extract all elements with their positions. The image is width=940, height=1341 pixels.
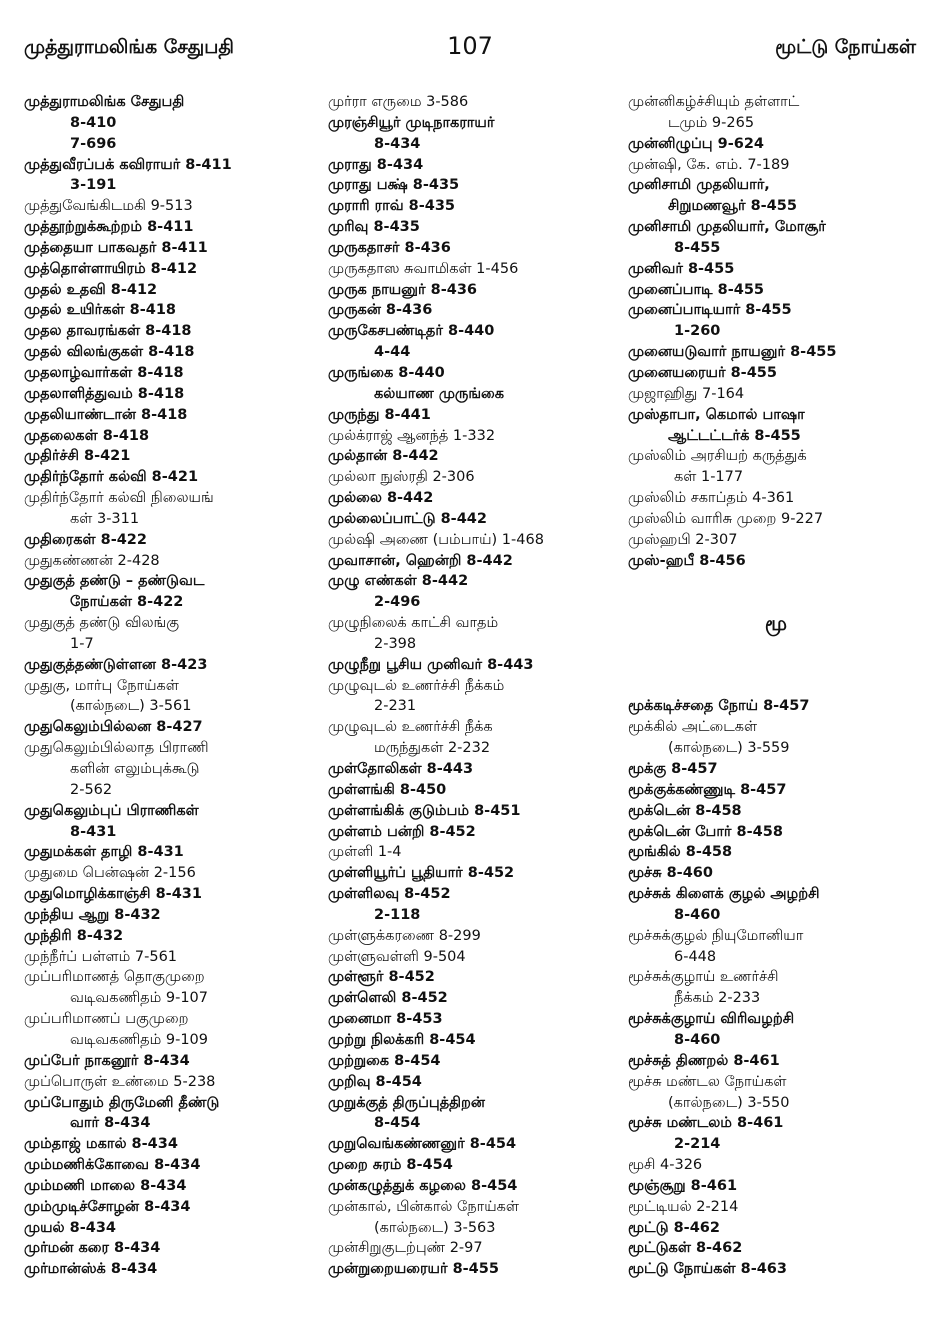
index-entry-line: முவாசான், ஹென்றி 8-442 xyxy=(328,552,513,569)
index-entry-line: முஸ்லிம் வாரிசு முறை 9-227 xyxy=(628,510,824,527)
index-entry-line: முராது 8-434 xyxy=(328,156,424,173)
index-entry-line: முனைப்பாடி 8-455 xyxy=(628,281,765,298)
index-entry-line: முள்ளுவள்ளி 9-504 xyxy=(328,948,466,965)
index-entry-line: முஸ்தாபா, கெமால் பாஷா xyxy=(628,406,805,423)
index-entry-line: முனையரையர் 8-455 xyxy=(628,364,777,381)
index-entry-line: 7-696 xyxy=(70,135,117,152)
index-entry-line: முழுவுடல் உணர்ச்சி நீக்க xyxy=(328,719,493,736)
page-number: 107 xyxy=(447,32,493,60)
index-entry-line: முராது பக்ஷ் 8-435 xyxy=(328,177,460,194)
index-entry-line: 6-448 xyxy=(674,948,717,965)
index-entry-line: (கால்நடை) 3-550 xyxy=(668,1094,790,1111)
index-entry-line: முள்ளங்கிக் குடும்பம் 8-451 xyxy=(328,802,521,819)
index-entry-line: முல்தான் 8-442 xyxy=(328,448,439,465)
index-entry-line: 2-118 xyxy=(374,906,421,923)
index-entry-line: முறுவெங்கண்ணனுர் 8-454 xyxy=(328,1136,517,1153)
index-entry-line: 8-431 xyxy=(70,823,117,840)
index-entry-line: முற்று நிலக்கரி 8-454 xyxy=(328,1031,476,1048)
index-entry-line: முன்கால், பின்கால் நோய்கள் xyxy=(328,1198,520,1215)
index-entry-line: முஸ்லிம் அரசியற் கருத்துக் xyxy=(628,448,807,465)
index-entry-line: (கால்நடை) 3-563 xyxy=(374,1219,496,1236)
index-entry-line: முதிர்ச்சி 8-421 xyxy=(24,448,131,465)
index-entry-line: முஜாஹிது 7-164 xyxy=(628,385,745,402)
index-entry-line: மும்தாஜ் மகால் 8-434 xyxy=(24,1136,178,1153)
index-entry-line: முதுகெலும்புப் பிராணிகள் xyxy=(24,802,199,819)
index-entry-line: மூச்சு 8-460 xyxy=(628,865,713,882)
index-entry-line: முப்பேர் நாகனூர் 8-434 xyxy=(24,1052,190,1069)
index-entry-line: கள் 3-311 xyxy=(70,510,140,527)
index-entry-line: முப்பரிமாணப் பகுமுறை xyxy=(24,1011,189,1028)
index-entry-line: சிறுமணவூர் 8-455 xyxy=(668,198,797,215)
index-entry-line: முஸ்லிம் சகாப்தம் 4-361 xyxy=(628,490,795,507)
index-entry-line: மூச்சுக்குழல் நியுமோனியா xyxy=(628,927,804,944)
index-entry-line: மூச்சுக்குழாய் உணர்ச்சி xyxy=(628,969,779,986)
index-entry-line: முதுமக்கள் தாழி 8-431 xyxy=(24,844,184,861)
index-entry-line: முருகதாஸ சுவாமிகள் 1-456 xyxy=(328,260,519,277)
index-entry-line: முனையடுவார் நாயனுர் 8-455 xyxy=(628,344,837,361)
index-entry-line: வார் 8-434 xyxy=(70,1115,151,1132)
index-entry-line: முள்ளிலவு 8-452 xyxy=(328,886,451,903)
index-entry-line: முன்னிகழ்ச்சியும் தள்ளாட் xyxy=(628,94,800,110)
index-entry-line: மூச்சுக்குழாய் விரிவழற்சி xyxy=(628,1011,795,1028)
index-entry-line: முத்தையா பாகவதர் 8-411 xyxy=(24,239,208,256)
index-entry-line: முதுகுத் தண்டு – தண்டுவட xyxy=(24,573,205,590)
index-entry-line: டமும் 9-265 xyxy=(668,114,755,131)
index-entry-line: முதலைகள் 8-418 xyxy=(24,427,150,444)
index-entry-line: முள்தோலிகள் 8-443 xyxy=(328,761,474,777)
index-entry-line: முதுகெலும்பில்லன 8-427 xyxy=(24,719,203,736)
index-entry-line: 1-260 xyxy=(674,323,721,340)
index-entry-line: 2-231 xyxy=(374,698,417,715)
index-entry-line: முரஞ்சியூர் முடிநாகராயர் xyxy=(328,114,495,131)
page-header xyxy=(24,32,916,72)
index-entry-line: முதுமொழிக்காஞ்சி 8-431 xyxy=(24,886,202,903)
spacer xyxy=(628,592,924,613)
index-entry-line: முருகேசபண்டிதர் 8-440 xyxy=(328,323,495,340)
index-entry-line: முல்லைப்பாட்டு 8-442 xyxy=(328,510,487,527)
index-entry-line: முத்துவீரப்பக் கவிராயர் 8-411 xyxy=(24,156,232,173)
index-entry-line: முல்லை 8-442 xyxy=(328,490,434,507)
index-entry-line: முதிர்ந்தோர் கல்வி 8-421 xyxy=(24,469,199,486)
index-entry-line: 8-460 xyxy=(674,1031,721,1048)
index-entry-line: 3-191 xyxy=(70,177,117,194)
index-entry-line: மூட்டியல் 2-214 xyxy=(628,1198,739,1215)
index-entry-line: முள்ளூர் 8-452 xyxy=(328,969,435,986)
index-entry-line: முர்மன் கரை 8-434 xyxy=(24,1240,161,1257)
index-entry-line: முனைமா 8-453 xyxy=(328,1011,443,1028)
index-entry-line: முதுகு, மார்பு நோய்கள் xyxy=(24,677,179,694)
index-entry-line: முந்திய ஆறு 8-432 xyxy=(24,906,161,923)
index-entry-line: முறுக்குத் திருப்புத்திறன் xyxy=(328,1094,485,1111)
index-entry-line: (கால்நடை) 3-559 xyxy=(668,740,790,757)
index-entry-line: மூக்கடிச்சதை நோய் 8-457 xyxy=(628,698,810,715)
index-entry-line: வடிவகணிதம் 9-107 xyxy=(70,990,208,1007)
index-entry-line: முதுகெலும்பில்லாத பிராணி xyxy=(24,740,209,757)
index-entry-line: முதல் விலங்குகள் 8-418 xyxy=(24,344,195,361)
index-entry-line: 1-7 xyxy=(70,635,94,652)
index-entry-line: முல்க்ராஜ் ஆனந்த் 1-332 xyxy=(328,427,496,444)
index-entry-line: முனைப்பாடியார் 8-455 xyxy=(628,302,792,319)
index-entry-line: முள்ளங்கி 8-450 xyxy=(328,781,447,798)
index-entry-line: மூங்கில் 8-458 xyxy=(628,844,733,861)
index-entry-line: மும்மணி மாலை 8-434 xyxy=(24,1177,187,1194)
index-entry-line: முல்லா நுஸ்ரதி 2-306 xyxy=(328,469,475,486)
index-entry-line: முரிவு 8-435 xyxy=(328,219,420,236)
index-entry-line: கள் 1-177 xyxy=(674,469,744,486)
index-entry-line: களின் எலும்புக்கூடு xyxy=(70,761,200,777)
index-entry-line: முயல் 8-434 xyxy=(24,1219,116,1236)
index-entry-line: முன்னிழுப்பு 9-624 xyxy=(628,135,765,152)
index-entry-line: முஸ்-ஹபீ 8-456 xyxy=(628,552,746,569)
index-entry-line: முப்பரிமாணத் தொகுமுறை xyxy=(24,969,205,986)
index-entry-line: வடிவகணிதம் 9-109 xyxy=(70,1031,208,1048)
index-entry-line: முழுநீறு பூசிய முனிவர் 8-443 xyxy=(328,656,534,673)
index-entry-line: மூட்டு நோய்கள் 8-463 xyxy=(628,1261,787,1278)
index-entry-line: முதுகுத் தண்டு விலங்கு xyxy=(24,615,180,632)
index-entry-line: கல்யாண முருங்கை xyxy=(374,385,505,402)
index-entry-line: மூக்கு 8-457 xyxy=(628,761,718,777)
index-entry-line: முழுநிலைக் காட்சி வாதம் xyxy=(328,615,499,632)
index-entry-line: 8-460 xyxy=(674,906,721,923)
index-entry-line: மூக்டென் போர் 8-458 xyxy=(628,823,783,840)
index-entry-line: முத்துவேங்கிடமகி 9-513 xyxy=(24,198,193,215)
index-entry-line: முத்தூற்றுக்கூற்றம் 8-411 xyxy=(24,219,194,236)
index-entry-line: நோய்கள் 8-422 xyxy=(70,594,184,611)
index-entry-line: முர்மான்ஸ்க் 8-434 xyxy=(24,1261,158,1278)
index-entry-line: முதல தாவரங்கள் 8-418 xyxy=(24,323,192,340)
index-entry-line: முன்கழுத்துக் கழலை 8-454 xyxy=(328,1177,518,1194)
index-entry-line: ஆட்டட்டர்க் 8-455 xyxy=(668,427,801,444)
index-entry-line: மூட்டு 8-462 xyxy=(628,1219,720,1236)
index-entry-line: முப்போதும் திருமேனி தீண்டு xyxy=(24,1094,220,1111)
spacer xyxy=(628,676,924,697)
index-entry-line: மூச்சு மண்டலம் 8-461 xyxy=(628,1115,784,1132)
index-entry-line: மூச்சு மண்டல நோய்கள் xyxy=(628,1073,787,1090)
index-entry-line: முதலாளித்துவம் 8-418 xyxy=(24,385,185,402)
index-entry-line: முற்றுகை 8-454 xyxy=(328,1052,441,1069)
index-entry-line: 2-214 xyxy=(674,1136,721,1153)
index-entry-line: முராரி ராவ் 8-435 xyxy=(328,198,456,215)
index-entry-line: முள்ளியூர்ப் பூதியார் 8-452 xyxy=(328,865,515,882)
index-entry-line: முருகன் 8-436 xyxy=(328,302,433,319)
index-entry-line: முஸ்ஹபி 2-307 xyxy=(628,531,738,548)
index-column-3 xyxy=(628,92,924,1280)
index-entry-line: முதுகண்ணன் 2-428 xyxy=(24,552,160,569)
index-entry-line: மூக்குக்கண்ணுடி 8-457 xyxy=(628,781,787,798)
index-entry-line: முனிசாமி முதலியார், மோசூர் xyxy=(628,219,826,236)
index-entry-line: முள்ளுக்கரணை 8-299 xyxy=(328,927,481,944)
index-entry-line: முதுமை பென்ஷன் 2-156 xyxy=(24,865,196,882)
index-entry-line: முருகதாசர் 8-436 xyxy=(328,239,451,256)
index-entry-line: முதுகுத்தண்டுள்ளன 8-423 xyxy=(24,656,208,673)
index-column-2 xyxy=(328,92,620,1280)
index-entry-line: முதிர்ந்தோர் கல்வி நிலையங் xyxy=(24,490,214,507)
index-entry-line: முனிசாமி முதலியார், xyxy=(628,177,770,194)
index-entry-line: 8-454 xyxy=(374,1115,421,1132)
index-entry-line: முன்சிறுகுடற்புண் 2-97 xyxy=(328,1240,483,1257)
index-entry-line: முத்துராமலிங்க சேதுபதி xyxy=(24,94,185,110)
index-entry-line: முதல் உதவி 8-412 xyxy=(24,281,158,298)
running-head-right: மூட்டு நோய்கள் xyxy=(775,36,916,58)
index-entry-line: முழு எண்கள் 8-442 xyxy=(328,573,469,590)
index-entry-line: முனிவர் 8-455 xyxy=(628,260,735,277)
index-entry-line: மூசி 4-326 xyxy=(628,1157,703,1174)
index-entry-line: மூக்டென் 8-458 xyxy=(628,802,742,819)
index-entry-line: 8-410 xyxy=(70,114,117,131)
index-column-1 xyxy=(24,92,324,1280)
index-entry-line: முள்ளெலி 8-452 xyxy=(328,990,448,1007)
index-entry-line: மும்மணிக்கோவை 8-434 xyxy=(24,1157,201,1174)
index-entry-line: மருந்துகள் 2-232 xyxy=(374,740,491,757)
index-entry-line: முத்தொள்ளாயிரம் 8-412 xyxy=(24,260,198,277)
running-head-left: முத்துராமலிங்க சேதுபதி xyxy=(24,36,234,58)
index-entry-line: 8-455 xyxy=(674,239,721,256)
index-entry-line: மூஞ்சூறு 8-461 xyxy=(628,1177,738,1194)
index-entry-line: 4-44 xyxy=(374,344,411,361)
index-entry-line: 2-496 xyxy=(374,594,421,611)
index-entry-line: முந்நீர்ப் பள்ளம் 7-561 xyxy=(24,948,178,965)
index-entry-line: நீக்கம் 2-233 xyxy=(674,990,761,1007)
spacer xyxy=(628,655,924,676)
index-entry-line: முதலாழ்வார்கள் 8-418 xyxy=(24,364,184,381)
index-entry-line: முருங்கை 8-440 xyxy=(328,364,445,381)
index-entry-line: 8-434 xyxy=(374,135,421,152)
index-entry-line: முல்ஷி அணை (பம்பாய்) 1-468 xyxy=(328,531,544,548)
index-entry-line: முதல் உயிர்கள் 8-418 xyxy=(24,302,177,319)
index-entry-line: முதலியாண்டான் 8-418 xyxy=(24,406,188,423)
index-entry-line: மூட்டுகள் 8-462 xyxy=(628,1240,743,1257)
index-entry-line: மும்முடிச்சோழன் 8-434 xyxy=(24,1198,191,1215)
index-entry-line: முர்ரா எருமை 3-586 xyxy=(328,94,469,110)
index-entry-line: முள்ளி 1-4 xyxy=(328,844,402,861)
index-entry-line: முந்திரி 8-432 xyxy=(24,927,124,944)
index-entry-line: முள்ளம் பன்றி 8-452 xyxy=(328,823,476,840)
section-letter-heading: மூ xyxy=(764,611,788,636)
index-entry-line: மூச்சுத் திணறல் 8-461 xyxy=(628,1052,780,1069)
spacer xyxy=(628,571,924,592)
index-entry-line: முப்பொருள் உண்மை 5-238 xyxy=(24,1073,216,1090)
index-entry-line: முன்றுறையரையர் 8-455 xyxy=(328,1261,499,1278)
index-entry-line: (கால்நடை) 3-561 xyxy=(70,698,192,715)
index-entry-line: மூக்கில் அட்டைகள் xyxy=(628,719,758,736)
index-entry-line: முறிவு 8-454 xyxy=(328,1073,422,1090)
index-entry-line: முறை சுரம் 8-454 xyxy=(328,1157,453,1174)
index-entry-line: 2-562 xyxy=(70,781,113,798)
index-entry-line: மூச்சுக் கிளைக் குழல் அழற்சி xyxy=(628,886,820,903)
spacer xyxy=(628,634,924,655)
index-entry-line: முருக நாயனுர் 8-436 xyxy=(328,281,477,298)
index-entry-line: முதிரைகள் 8-422 xyxy=(24,531,147,548)
index-entry-line: 2-398 xyxy=(374,635,417,652)
index-entry-line: முழுவுடல் உணர்ச்சி நீக்கம் xyxy=(328,677,505,694)
index-entry-line: முன்ஷி, கே. எம். 7-189 xyxy=(628,156,790,173)
index-entry-line: முருந்து 8-441 xyxy=(328,406,431,423)
